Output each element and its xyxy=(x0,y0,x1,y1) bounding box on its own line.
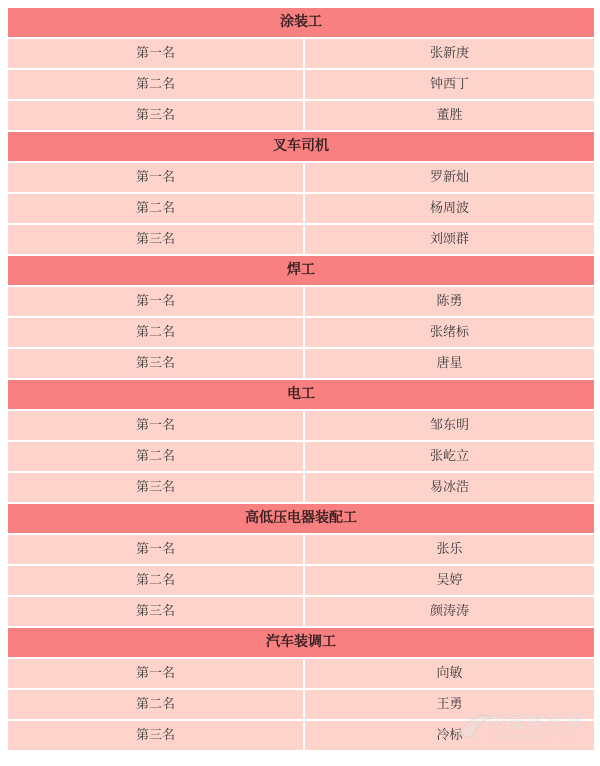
table-row xyxy=(8,535,594,564)
rank-cell: 第一名 xyxy=(8,659,303,688)
rank-cell: 第三名 xyxy=(8,721,303,750)
name-cell: 陈勇 xyxy=(305,287,594,316)
name-cell: 杨周波 xyxy=(305,194,594,223)
name-cell: 张乐 xyxy=(305,535,594,564)
rank-cell: 第二名 xyxy=(8,318,303,347)
table-row xyxy=(8,566,594,595)
table-row xyxy=(8,163,594,192)
name-cell: 易冰浩 xyxy=(305,473,594,502)
rank-cell: 第一名 xyxy=(8,287,303,316)
rank-cell: 第二名 xyxy=(8,70,303,99)
table-row xyxy=(8,659,594,688)
table-row xyxy=(8,287,594,316)
name-cell: 颜涛涛 xyxy=(305,597,594,626)
table-row xyxy=(8,690,594,719)
rank-cell: 第三名 xyxy=(8,349,303,378)
table-row xyxy=(8,442,594,471)
rank-cell: 第一名 xyxy=(8,535,303,564)
rank-cell: 第一名 xyxy=(8,411,303,440)
name-cell: 董胜 xyxy=(305,101,594,130)
section-header: 涂装工 xyxy=(8,8,594,37)
name-cell: 冷标 xyxy=(305,721,594,750)
name-cell: 唐星 xyxy=(305,349,594,378)
name-cell: 张新庚 xyxy=(305,39,594,68)
table-row xyxy=(8,101,594,130)
table-row xyxy=(8,70,594,99)
name-cell: 张屹立 xyxy=(305,442,594,471)
name-cell: 刘颂群 xyxy=(305,225,594,254)
rank-cell: 第三名 xyxy=(8,473,303,502)
rank-cell: 第一名 xyxy=(8,163,303,192)
name-cell: 吴婷 xyxy=(305,566,594,595)
section-header: 电工 xyxy=(8,380,594,409)
table-row xyxy=(8,473,594,502)
rank-cell: 第二名 xyxy=(8,442,303,471)
section-header: 叉车司机 xyxy=(8,132,594,161)
name-cell: 张绪标 xyxy=(305,318,594,347)
table-row xyxy=(8,349,594,378)
table-row xyxy=(8,411,594,440)
name-cell: 钟西丁 xyxy=(305,70,594,99)
ranking-table xyxy=(8,8,594,752)
rank-cell: 第二名 xyxy=(8,690,303,719)
name-cell: 王勇 xyxy=(305,690,594,719)
rank-cell: 第三名 xyxy=(8,225,303,254)
watermark-cn: 中国客车网 xyxy=(487,713,582,733)
name-cell: 邹东明 xyxy=(305,411,594,440)
table-row xyxy=(8,318,594,347)
rank-cell: 第三名 xyxy=(8,597,303,626)
table-row xyxy=(8,721,594,750)
name-cell: 罗新灿 xyxy=(305,163,594,192)
table-row xyxy=(8,39,594,68)
table-row xyxy=(8,225,594,254)
section-header: 汽车装调工 xyxy=(8,628,594,657)
rank-cell: 第二名 xyxy=(8,194,303,223)
section-header: 高低压电器装配工 xyxy=(8,504,594,533)
name-cell: 向敏 xyxy=(305,659,594,688)
table-row xyxy=(8,194,594,223)
rank-cell: 第二名 xyxy=(8,566,303,595)
rank-cell: 第三名 xyxy=(8,101,303,130)
table-row xyxy=(8,597,594,626)
section-header: 焊工 xyxy=(8,256,594,285)
rank-cell: 第一名 xyxy=(8,39,303,68)
watermark-en: CHINABUSES.COM xyxy=(490,732,578,741)
